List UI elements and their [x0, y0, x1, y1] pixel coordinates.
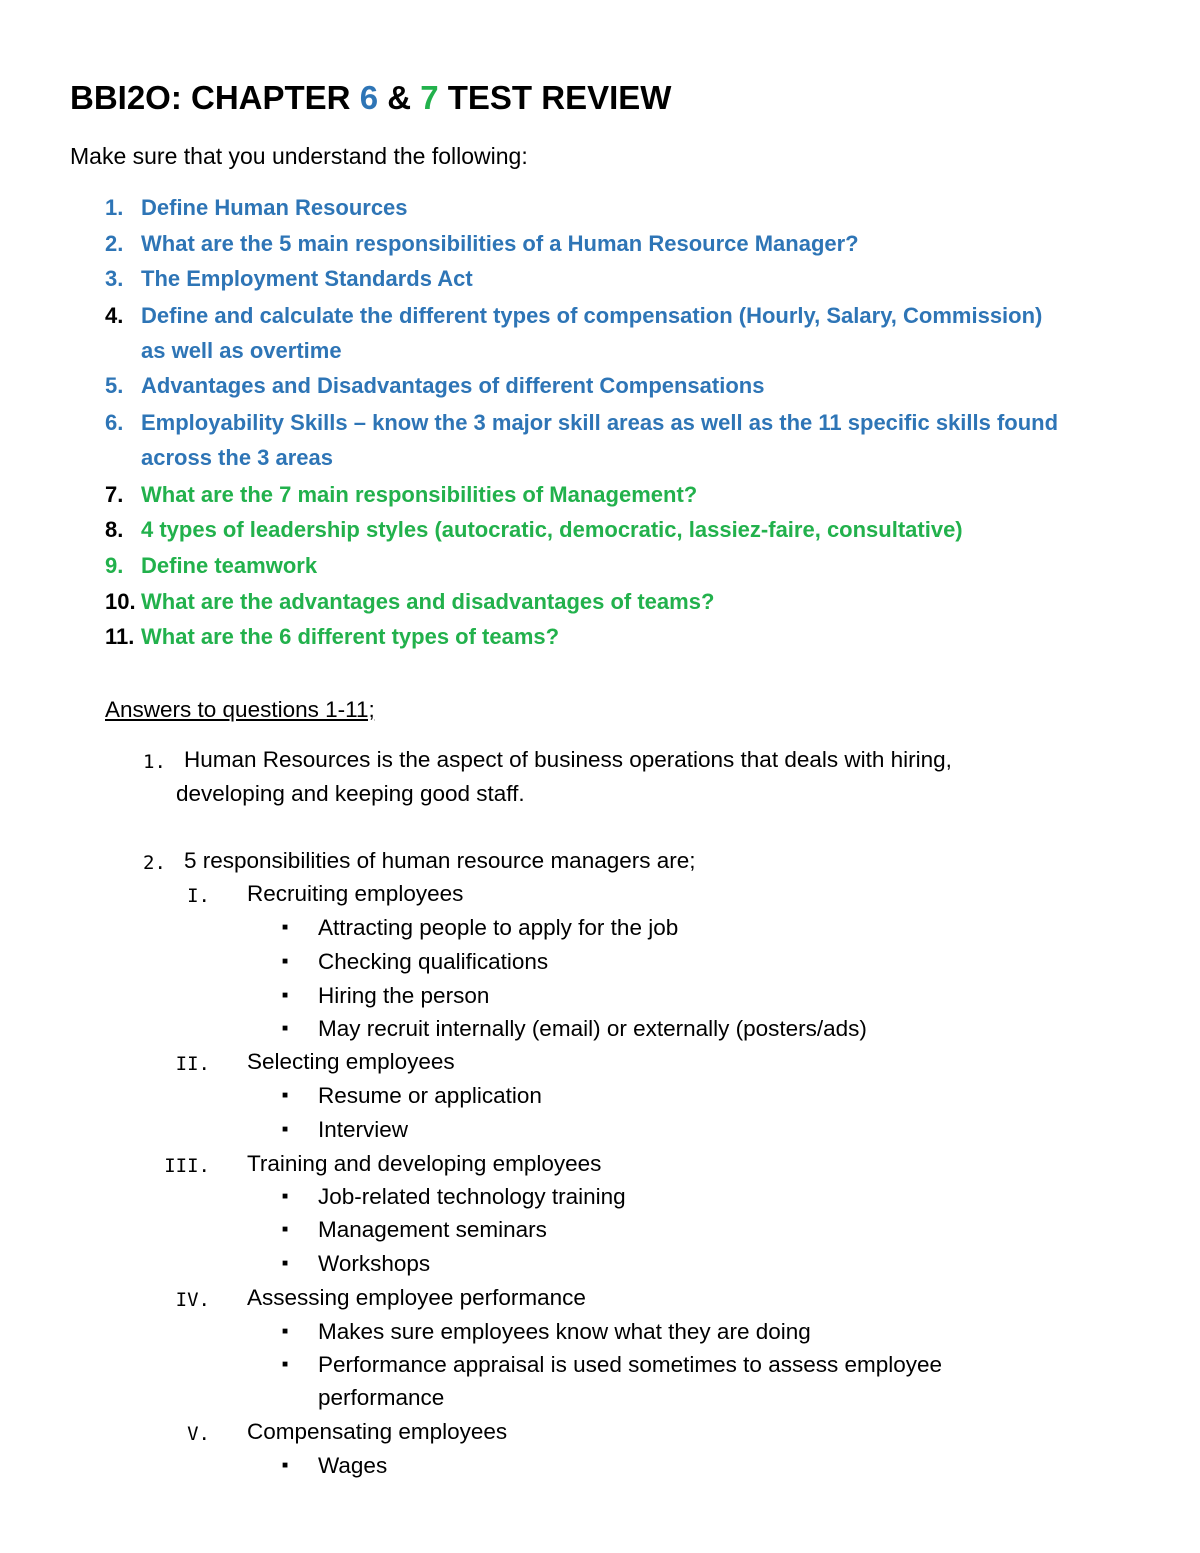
question-text-continued: as well as overtime — [141, 338, 342, 363]
question-number: 1. — [105, 195, 124, 220]
square-bullet-icon: ■ — [282, 1090, 289, 1101]
question-text: Define and calculate the different types of compensation (Hourly, Salary, Commission) — [141, 303, 1043, 328]
page-title — [70, 76, 671, 120]
question-number: 2. — [105, 231, 124, 256]
bullet-text-continued: performance — [318, 1385, 445, 1410]
square-bullet-icon: ■ — [282, 1023, 289, 1034]
question-text: 4 types of leadership styles (autocratic, democratic, lassiez-faire, consultative) — [141, 517, 963, 542]
responsibility-label: Selecting employees — [247, 1049, 455, 1074]
bullet-text: Management seminars — [318, 1217, 547, 1242]
responsibility-label: Compensating employees — [247, 1419, 508, 1444]
roman-numeral: II. — [175, 1053, 210, 1075]
square-bullet-icon: ■ — [282, 1224, 289, 1235]
answer-number: 1. — [143, 751, 166, 773]
question-number: 8. — [105, 517, 124, 542]
question-number: 3. — [105, 266, 124, 291]
title-suffix: TEST REVIEW — [438, 79, 672, 116]
question-text: Define Human Resources — [141, 195, 408, 220]
answers-heading: Answers to questions 1-11; — [105, 697, 375, 722]
bullet-text: Workshops — [318, 1251, 431, 1276]
answer-intro: 5 responsibilities of human resource managers are; — [184, 848, 696, 873]
title-chapter-7: 7 — [420, 79, 439, 116]
question-text: Define teamwork — [141, 553, 318, 578]
question-text: Advantages and Disadvantages of different Compensations — [141, 373, 765, 398]
answer-number: 2. — [143, 852, 166, 874]
bullet-text: Interview — [318, 1117, 409, 1142]
answer-text: Human Resources is the aspect of business operations that deals with hiring, — [184, 747, 952, 772]
question-text: What are the 5 main responsibilities of a Human Resource Manager? — [141, 231, 859, 256]
question-number: 9. — [105, 553, 124, 578]
question-text-continued: across the 3 areas — [141, 445, 334, 470]
question-text: The Employment Standards Act — [141, 266, 473, 291]
title-prefix: BBI2O: CHAPTER — [70, 79, 360, 116]
roman-numeral: III. — [164, 1155, 210, 1177]
square-bullet-icon: ■ — [282, 1258, 289, 1269]
question-number: 6. — [105, 410, 124, 435]
answer-text-continued: developing and keeping good staff. — [176, 781, 525, 806]
question-text: What are the 6 different types of teams? — [141, 624, 560, 649]
question-number: 7. — [105, 482, 124, 507]
question-text: What are the 7 main responsibilities of Management? — [141, 482, 698, 507]
question-number: 10. — [105, 589, 136, 614]
bullet-text: Makes sure employees know what they are doing — [318, 1319, 811, 1344]
square-bullet-icon: ■ — [282, 1326, 289, 1337]
intro-text: Make sure that you understand the following: — [70, 143, 528, 169]
question-number: 11. — [105, 624, 135, 649]
square-bullet-icon: ■ — [282, 1359, 289, 1370]
bullet-text: Hiring the person — [318, 983, 490, 1008]
roman-numeral: V. — [187, 1423, 210, 1445]
roman-numeral: I. — [187, 885, 210, 907]
bullet-text: Job-related technology training — [318, 1184, 626, 1209]
bullet-text: May recruit internally (email) or externally (posters/ads) — [318, 1016, 867, 1041]
bullet-text: Wages — [318, 1453, 388, 1478]
responsibility-label: Assessing employee performance — [247, 1285, 586, 1310]
square-bullet-icon: ■ — [282, 1124, 289, 1135]
title-ampersand: & — [378, 79, 421, 116]
roman-numeral: IV. — [175, 1289, 210, 1311]
square-bullet-icon: ■ — [282, 990, 289, 1001]
bullet-text: Performance appraisal is used sometimes to assess employee — [318, 1352, 943, 1377]
square-bullet-icon: ■ — [282, 1460, 289, 1471]
square-bullet-icon: ■ — [282, 1191, 289, 1202]
title-chapter-6: 6 — [359, 79, 379, 116]
responsibility-label: Recruiting employees — [247, 881, 464, 906]
question-number: 5. — [105, 373, 124, 398]
square-bullet-icon: ■ — [282, 922, 289, 933]
bullet-text: Checking qualifications — [318, 949, 549, 974]
square-bullet-icon: ■ — [282, 956, 289, 967]
bullet-text: Resume or application — [318, 1083, 542, 1108]
bullet-text: Attracting people to apply for the job — [318, 915, 679, 940]
question-text: Employability Skills – know the 3 major skill areas as well as the 11 specific skills found — [141, 410, 1059, 435]
responsibility-label: Training and developing employees — [247, 1151, 602, 1176]
question-number: 4. — [105, 303, 124, 328]
question-text: What are the advantages and disadvantages of teams? — [141, 589, 715, 614]
